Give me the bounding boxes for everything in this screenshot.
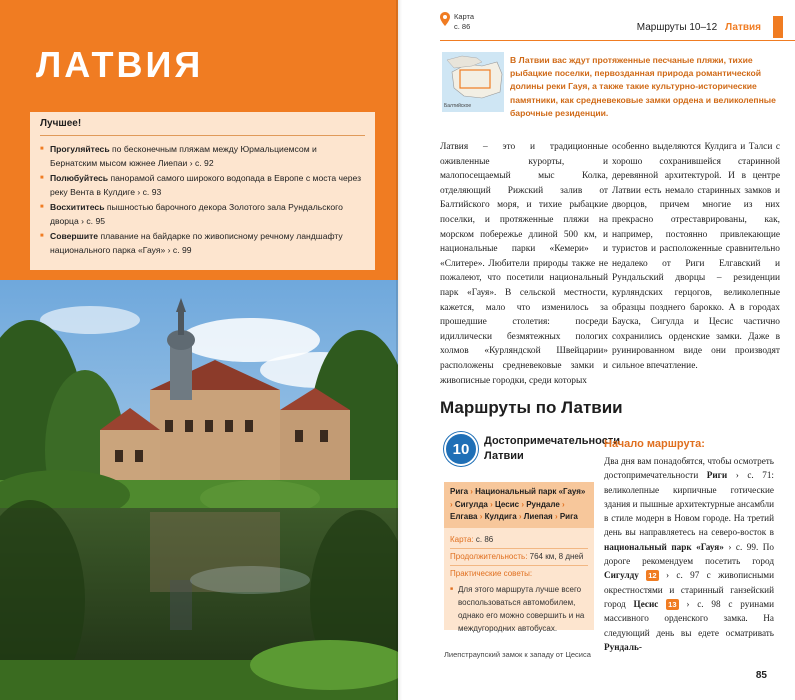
best-list bbox=[40, 142, 365, 257]
intro-text: В Латвии вас ждут протяженные песчаные пляжи, тихие рыбацкие поселки, первозданная природа романтической долины реки Гауя, а также такие культурно-исторические памятники, как средневековые замки ордена и великолепные барочные резиденции. bbox=[510, 55, 776, 118]
route-name: Достопримечательности Латвии bbox=[484, 435, 620, 462]
photo-caption: Лиепстраупский замок к западу от Цесиса bbox=[444, 650, 591, 659]
body-column-2: особенно выделяются Кулдига и Талси с хорошо сохранившейся старинной деревянной архитектурой. И в центре Латвии есть немало старинных замков и дворцов, причем многие из них прекрасно отреставрированы, как, например, постоянно привлекающие туристов и расположенные сравнительно недалеко от Риги Елгавский и Рундальский дворцы – резиденции курляндских герцогов, великолепные образцы позднего барокко. А в городах Бауска, Сигулда и Цесис частично сохранились орденские замки. Даже в руинированном виде они производят сильное впечатление. bbox=[612, 142, 780, 371]
running-head bbox=[637, 16, 783, 38]
route-tips bbox=[450, 583, 588, 635]
route-tips-label: Практические советы: bbox=[450, 568, 533, 578]
route-number-badge: 10 bbox=[444, 432, 478, 466]
header-rule bbox=[440, 40, 795, 41]
minimap-label: Балтийское bbox=[444, 103, 472, 109]
running-country: Латвия bbox=[725, 21, 761, 33]
route-marker: 12 bbox=[648, 571, 657, 581]
route-meta bbox=[444, 528, 594, 635]
start-heading: Начало маршрута: bbox=[604, 438, 705, 450]
right-page bbox=[402, 0, 795, 700]
best-item: ■ Полюбуйтесь панорамой самого широкого водопада в Европе с моста через реку Вента в Кулдиге › с. 93 bbox=[40, 171, 365, 199]
thumb-tab bbox=[773, 16, 783, 38]
route-duration-line: Продолжительность: 764 км, 8 дней bbox=[450, 549, 588, 566]
latvia-minimap bbox=[442, 52, 504, 112]
route-box bbox=[444, 482, 594, 633]
route-map-line: Карта: с. 86 bbox=[450, 532, 588, 549]
page-title: ЛАТВИЯ bbox=[36, 44, 204, 85]
routes-title: Маршруты по Латвии bbox=[440, 398, 623, 417]
route-tip: ■ Для этого маршрута лучше всего воспользоваться автомобилем, однако его можно совершить и на междугородних автобусах. bbox=[450, 583, 588, 635]
map-reference bbox=[440, 12, 474, 32]
best-box bbox=[30, 112, 375, 270]
best-item: ■ Совершите плавание на байдарке по живописному речному ландшафту национального парка «Гауя» › с. 99 bbox=[40, 229, 365, 257]
route-header bbox=[444, 432, 620, 466]
castle-photo bbox=[0, 280, 398, 700]
map-pin-icon bbox=[440, 12, 450, 26]
best-item: ■ Прогуляйтесь по бесконечным пляжам между Юрмальциемсом и Бернатским мысом южнее Лиепаи › с. 92 bbox=[40, 142, 365, 170]
start-text: Два дня вам понадобятся, чтобы осмотреть достопримечательности Риги › с. 71: великолепные кирпичные готические здания и пышные архитектурные ансамбли в стиле модерн в Новом городе. На третий день вы направляетесь на северо-восток в национальный парк «Гауя» › с. 99. По дороге рекомендуем посетить город Сигулду 12 › с. 97 с живописными окрестностями и старинный ганзейский город Цесис 13 › с. 98 с руинами массивного орденского замка. На следующий день вы едете осматривать Рундаль- bbox=[604, 456, 774, 652]
body-column-1: Латвия – это и традиционные оживленные курорты, и малопосещаемый мыс Колка, отделяющий Рижский залив от Балтийского моря, и тихие рыбацкие поселки, и протяженные пляжи на морском побережье длиной 500 км, и национальные парки «Кемери» и «Слитере». Любители природы также не пожалеют, что посетили национальный парк «Гауя». В сельской местности, кажется, мало что изменилось за прошедшие столетия: посреди идиллически безмятежных пологих холмов «Курляндской Швейцарии» расположены средневековые замки и живописные городки, среди которых bbox=[440, 142, 608, 386]
best-item: ■ Восхититесь пышностью барочного декора Золотого зала Рундальского дворца › с. 95 bbox=[40, 200, 365, 228]
map-page: с. 86 bbox=[454, 22, 471, 31]
best-heading: Лучшее! bbox=[40, 118, 365, 136]
running-routes: Маршруты 10–12 bbox=[636, 21, 718, 33]
route-marker: 13 bbox=[668, 599, 677, 609]
orange-header-panel bbox=[0, 0, 398, 280]
page-number: 85 bbox=[755, 670, 767, 681]
route-path: Рига › Национальный парк «Гауя» › Сигулда › Цесис › Рундале › Елгава › Кулдига › Лиепая › Рига bbox=[444, 482, 594, 528]
map-label: Карта bbox=[454, 12, 475, 21]
